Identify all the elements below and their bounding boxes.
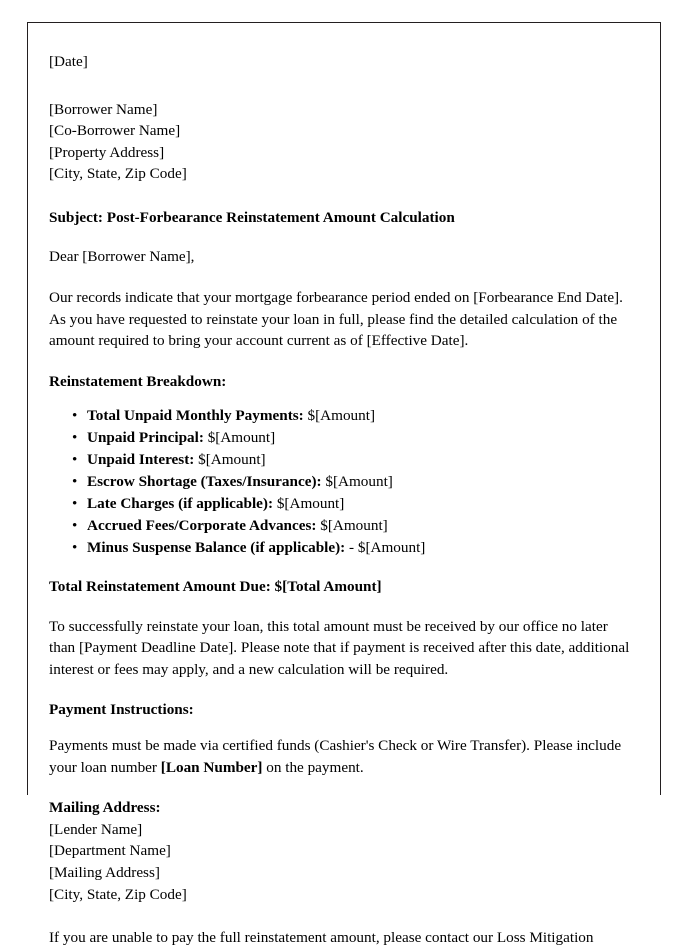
bullet-icon: • xyxy=(72,517,78,535)
list-item xyxy=(49,494,634,515)
mailing-address-heading: Mailing Address: xyxy=(49,799,161,817)
date-placeholder: [Date] xyxy=(49,53,88,70)
list-item xyxy=(49,428,634,449)
breakdown-item-value: $[Amount] xyxy=(276,495,345,513)
payment-instructions-paragraph xyxy=(49,735,634,778)
mailing-address-block xyxy=(49,797,634,905)
breakdown-item-label: Total Unpaid Monthly Payments: xyxy=(87,407,304,425)
reinstatement-breakdown-heading: Reinstatement Breakdown: xyxy=(49,372,227,390)
loan-number-placeholder: [Loan Number] xyxy=(160,758,263,776)
mailing-address-line-1: [Lender Name] xyxy=(49,820,143,838)
breakdown-item-label: Accrued Fees/Corporate Advances: xyxy=(87,517,317,535)
bullet-icon: • xyxy=(72,407,78,425)
list-item xyxy=(49,450,634,471)
breakdown-item-label: Unpaid Interest: xyxy=(87,451,195,469)
list-item xyxy=(49,472,634,493)
recipient-address-block xyxy=(49,99,634,185)
recipient-address-line-3: [Property Address] xyxy=(49,143,165,161)
bullet-icon: • xyxy=(72,429,78,447)
total-reinstatement-amount-due: Total Reinstatement Amount Due: $[Total Amount] xyxy=(49,578,382,596)
breakdown-item-label: Unpaid Principal: xyxy=(87,429,204,447)
breakdown-item-label: Late Charges (if applicable): xyxy=(87,495,274,513)
reinstatement-breakdown-list xyxy=(49,406,634,559)
breakdown-item-value: $[Amount] xyxy=(198,451,266,469)
document-body xyxy=(28,23,660,949)
breakdown-item-value: - $[Amount] xyxy=(349,539,426,557)
bullet-icon: • xyxy=(72,495,78,513)
bullet-icon: • xyxy=(72,539,78,557)
document-page xyxy=(27,22,661,947)
payment-instructions-text-before: Payments must be made via certified funds (Cashier's Check or Wire Transfer). Please include your loan number xyxy=(49,737,622,776)
payment-instructions-text-after: on the payment. xyxy=(262,758,364,776)
mailing-address-line-4: [City, State, Zip Code] xyxy=(49,885,187,903)
mailing-address-line-3: [Mailing Address] xyxy=(49,863,160,881)
salutation: Dear [Borrower Name], xyxy=(49,248,195,266)
closing-paragraph: If you are unable to pay the full reinstatement amount, please contact our Loss Mitigation xyxy=(49,929,594,947)
recipient-address-line-4: [City, State, Zip Code] xyxy=(49,165,187,183)
recipient-address-line-1: [Borrower Name] xyxy=(49,100,158,118)
intro-paragraph: Our records indicate that your mortgage forbearance period ended on [Forbearance End Date]. As you have requested to reinstate your loan in full, please find the detailed calculation of the amount required to bring your account current as of [Effective Date]. xyxy=(49,289,623,350)
bullet-icon: • xyxy=(72,473,78,491)
breakdown-item-value: $[Amount] xyxy=(307,407,376,425)
recipient-address-line-2: [Co-Borrower Name] xyxy=(49,122,181,140)
mailing-address-line-2: [Department Name] xyxy=(49,842,171,860)
payment-instructions-heading: Payment Instructions: xyxy=(49,701,194,719)
list-item xyxy=(49,406,634,427)
breakdown-item-value: $[Amount] xyxy=(325,473,393,491)
breakdown-item-value: $[Amount] xyxy=(207,429,276,447)
subject-line: Subject: Post-Forbearance Reinstatement Amount Calculation xyxy=(49,208,455,226)
list-item xyxy=(49,516,634,537)
bullet-icon: • xyxy=(72,451,78,469)
breakdown-item-label: Minus Suspense Balance (if applicable): xyxy=(87,539,346,557)
list-item xyxy=(49,538,634,559)
breakdown-item-value: $[Amount] xyxy=(320,517,388,535)
payment-deadline-paragraph: To successfully reinstate your loan, this total amount must be received by our office no later than [Payment Deadline Date]. Please note that if payment is received after this date, additional interest or fees may apply, and a new calculation will be required. xyxy=(49,617,630,678)
breakdown-item-label: Escrow Shortage (Taxes/Insurance): xyxy=(87,473,322,491)
